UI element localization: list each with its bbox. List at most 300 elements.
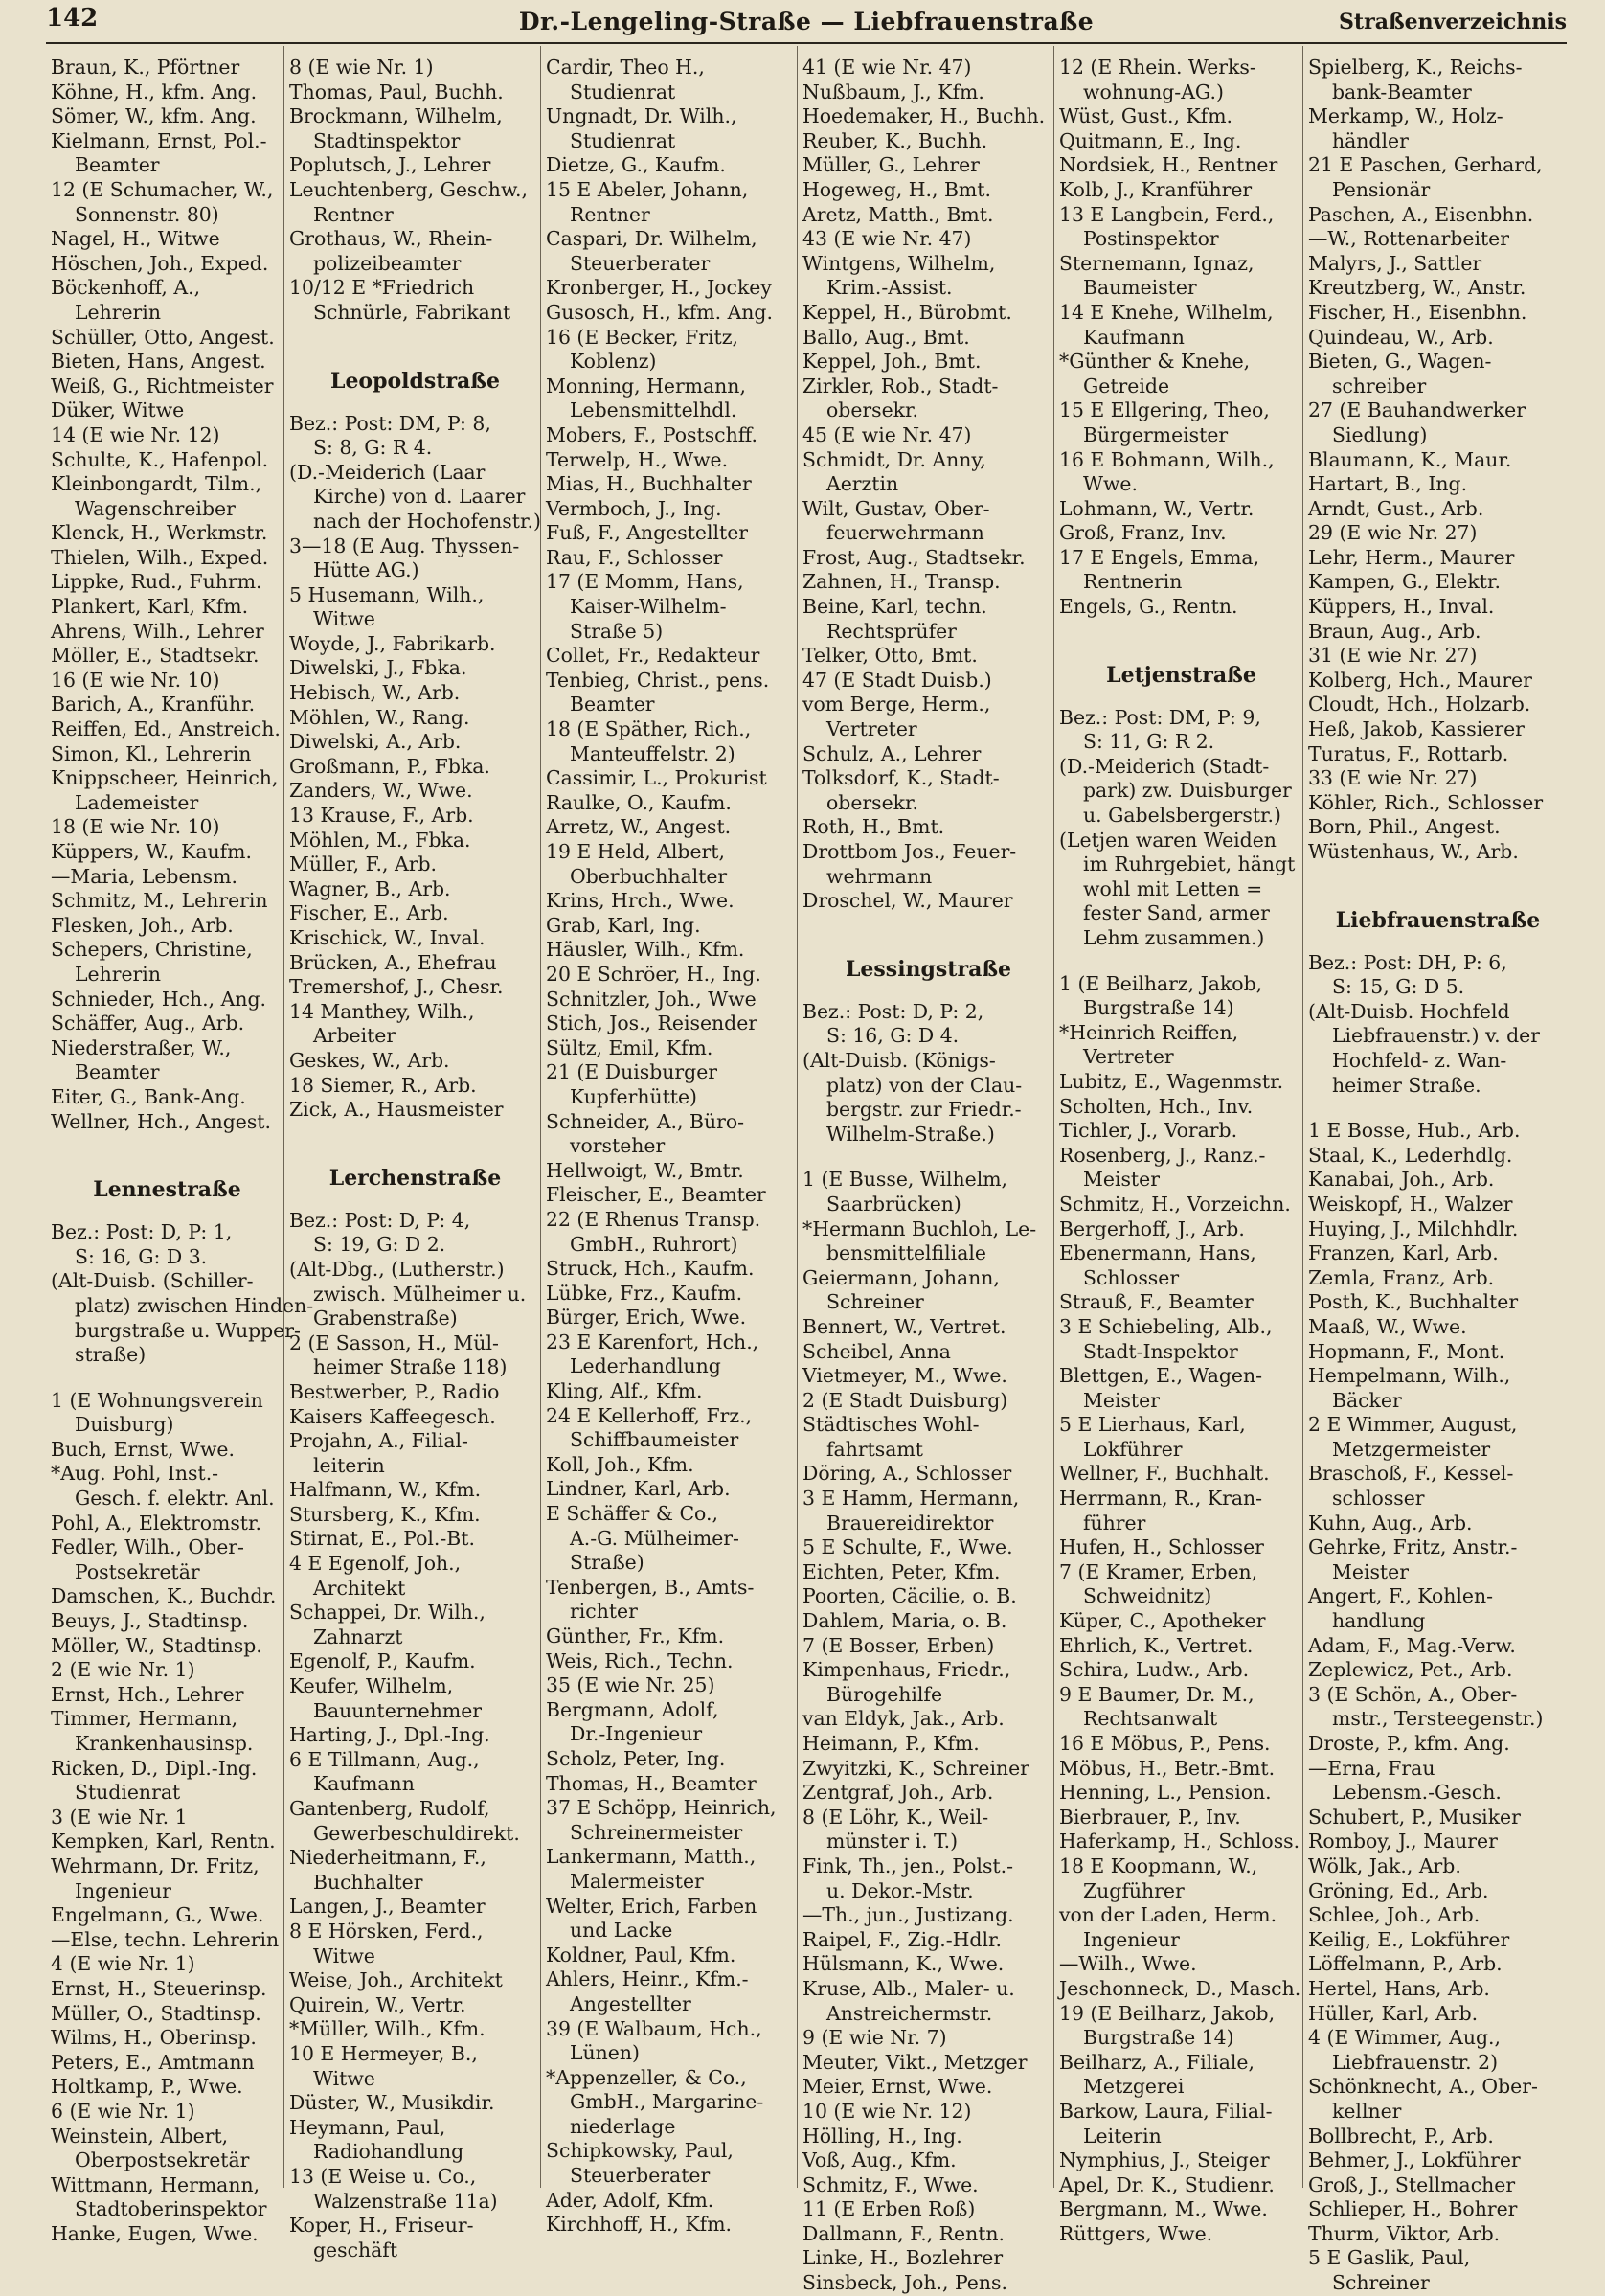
directory-entry: Weise, Joh., Architekt: [289, 1968, 503, 1992]
directory-entry: 15 E Ellgering, Theo,: [1059, 398, 1270, 422]
directory-entry: Meier, Ernst, Wwe.: [802, 2075, 993, 2099]
directory-entry: Gröning, Ed., Arb.: [1308, 1878, 1489, 1902]
directory-entry: Wilt, Gustav, Ober-: [802, 496, 990, 520]
entry-continuation: Lademeister: [75, 790, 199, 814]
directory-entry: Böckenhoff, A.,: [51, 276, 201, 300]
entry-continuation: Aerztin: [826, 472, 899, 496]
directory-entry: Beuys, J., Stadtinsp.: [51, 1609, 249, 1633]
directory-entry: 11 (E Erben Roß): [802, 2197, 976, 2221]
directory-entry: Ahlers, Heinr., Kfm.-: [546, 1967, 749, 1991]
directory-entry: Hopmann, F., Mont.: [1308, 1339, 1505, 1363]
directory-entry: Rau, F., Schlosser: [546, 545, 723, 569]
entry-continuation: u. Gabelsbergerstr.): [1083, 804, 1281, 828]
directory-entry: Zanders, W., Wwe.: [289, 779, 473, 803]
entry-continuation: Gesch. f. elektr. Anl.: [75, 1487, 275, 1511]
entry-continuation: Grabenstraße): [313, 1307, 458, 1330]
directory-entry: Woyde, J., Fabrikarb.: [289, 631, 496, 655]
entry-continuation: nach der Hochofenstr.): [313, 509, 541, 533]
directory-entry: 47 (E Stadt Duisb.): [802, 668, 992, 692]
directory-entry: Sültz, Emil, Kfm.: [546, 1035, 713, 1059]
directory-entry: Grothaus, W., Rhein-: [289, 227, 493, 251]
directory-entry: Ricken, D., Dipl.-Ing.: [51, 1756, 258, 1780]
directory-entry: 8 (E wie Nr. 1): [289, 56, 434, 79]
directory-entry: Schepers, Christine,: [51, 938, 253, 962]
directory-entry: Bez.: Post: D, P: 1,: [51, 1220, 233, 1244]
directory-entry: Haferkamp, H., Schloss.: [1059, 1830, 1300, 1853]
entry-continuation: Krim.-Assist.: [826, 276, 953, 300]
directory-entry: 12 (E Rhein. Werks-: [1059, 56, 1256, 79]
directory-entry: Kling, Alf., Kfm.: [546, 1379, 703, 1403]
directory-entry: 7 (E Bosser, Erben): [802, 1633, 995, 1657]
directory-entry: Kanabai, Joh., Arb.: [1308, 1168, 1495, 1192]
entry-continuation: Stadt-Inspektor: [1083, 1339, 1238, 1363]
directory-entry: Koper, H., Friseur-: [289, 2214, 474, 2238]
directory-entry: Fischer, H., Eisenbhn.: [1308, 300, 1527, 324]
directory-entry: Langen, J., Beamter: [289, 1895, 486, 1919]
directory-entry: Terwelp, H., Wwe.: [546, 447, 729, 471]
entry-continuation: schreiber: [1332, 374, 1427, 398]
entry-continuation: Hochfeld- z. Wan-: [1332, 1048, 1507, 1072]
directory-entry: Egenolf, P., Kaufm.: [289, 1649, 476, 1673]
house-entry: 1 (E Beilharz, Jakob,: [1059, 971, 1263, 995]
entry-continuation: Meister: [1083, 1388, 1160, 1412]
entry-continuation: Rechtsprüfer: [826, 619, 957, 643]
directory-entry: Lohmann, W., Vertr.: [1059, 496, 1255, 520]
directory-entry: Bergmann, M., Wwe.: [1059, 2197, 1268, 2221]
street-heading: Lennestraße: [93, 1177, 241, 1203]
directory-entry: Ernst, H., Steuerinsp.: [51, 1976, 267, 2000]
directory-entry: (Letjen waren Weiden: [1059, 828, 1277, 852]
directory-entry: Poorten, Cäcilie, o. B.: [802, 1584, 1017, 1608]
directory-entry: Hartart, B., Ing.: [1308, 472, 1468, 496]
directory-entry: Nymphius, J., Steiger: [1059, 2148, 1270, 2172]
directory-entry: Fischer, E., Arb.: [289, 901, 449, 925]
directory-entry: Engels, G., Rentn.: [1059, 595, 1238, 619]
directory-entry: 10/12 E *Friedrich: [289, 276, 475, 300]
directory-entry: Turatus, F., Rottarb.: [1308, 741, 1509, 765]
entry-continuation: geschäft: [313, 2238, 398, 2262]
column-1: [46, 46, 314, 2245]
directory-entry: Schappei, Dr. Wilh.,: [289, 1601, 486, 1625]
directory-entry: Hempelmann, Wilh.,: [1308, 1364, 1511, 1388]
directory-entry: Gusosch, H., kfm. Ang.: [546, 300, 773, 324]
directory-entry: Niederheitmann, F.,: [289, 1846, 486, 1870]
entry-continuation: Rechtsanwalt: [1083, 1707, 1218, 1731]
directory-entry: Löffelmann, P., Arb.: [1308, 1952, 1503, 1976]
entry-continuation: händler: [1332, 128, 1409, 152]
directory-entry: —Else, techn. Lehrerin: [51, 1927, 280, 1951]
directory-entry: Städtisches Wohl-: [802, 1413, 980, 1437]
directory-entry: Zahnen, H., Transp.: [802, 570, 1001, 594]
directory-entry: Bergmann, Adolf,: [546, 1697, 719, 1721]
directory-entry: —Wilh., Wwe.: [1059, 1952, 1197, 1976]
directory-entry: Schönknecht, A., Ober-: [1308, 2075, 1538, 2099]
directory-entry: Cloudt, Hch., Holzarb.: [1308, 693, 1531, 716]
entry-continuation: burgstraße u. Wupper-: [75, 1318, 301, 1342]
page-title: Dr.-Lengeling-Straße — Liebfrauenstraße: [518, 8, 1095, 35]
entry-continuation: Lünen): [570, 2041, 640, 2065]
directory-entry: Ehrlich, K., Vertret.: [1059, 1633, 1254, 1657]
entry-continuation: Leiterin: [1083, 2124, 1162, 2148]
directory-entry: E Schäffer & Co.,: [546, 1502, 718, 1526]
directory-entry: von der Laden, Herm.: [1059, 1903, 1277, 1927]
directory-entry: Diwelski, J., Fbka.: [289, 656, 467, 680]
directory-entry: Günther, Fr., Kfm.: [546, 1625, 725, 1648]
directory-entry: Kirchhoff, H., Kfm.: [546, 2213, 733, 2237]
directory-entry: Kolb, J., Kranführer: [1059, 177, 1253, 201]
entry-continuation: schlosser: [1332, 1487, 1425, 1511]
entry-continuation: Lebensmittelhdl.: [570, 398, 737, 422]
entry-continuation: Straße 5): [570, 619, 664, 643]
entry-continuation: Witwe: [313, 607, 375, 631]
directory-entry: Schubert, P., Musiker: [1308, 1805, 1521, 1829]
directory-entry: Engelmann, G., Wwe.: [51, 1903, 264, 1927]
directory-entry: Schmitz, H., Vorzeichn.: [1059, 1192, 1291, 1216]
directory-entry: Hanke, Eugen, Wwe.: [51, 2221, 259, 2245]
directory-entry: Kampen, G., Elektr.: [1308, 570, 1501, 594]
directory-entry: Barich, A., Kranführ.: [51, 693, 256, 716]
directory-entry: 37 E Schöpp, Heinrich,: [546, 1796, 777, 1820]
directory-entry: 12 (E Schumacher, W.,: [51, 177, 274, 201]
directory-entry: Bieten, G., Wagen-: [1308, 350, 1492, 374]
directory-entry: Krischick, W., Inval.: [289, 926, 486, 949]
directory-entry: Küppers, W., Kaufm.: [51, 840, 252, 863]
directory-entry: Franzen, Karl, Arb.: [1308, 1241, 1499, 1265]
entry-continuation: park) zw. Duisburger: [1083, 779, 1292, 803]
directory-entry: Wittmann, Hermann,: [51, 2172, 260, 2196]
directory-entry: Kuhn, Aug., Arb.: [1308, 1511, 1473, 1534]
entry-continuation: Lebensm.-Gesch.: [1332, 1781, 1502, 1805]
directory-entry: 13 E Langbein, Ferd.,: [1059, 202, 1275, 226]
directory-entry: Paschen, A., Eisenbhn.: [1308, 202, 1534, 226]
directory-entry: Caspari, Dr. Wilhelm,: [546, 227, 757, 251]
directory-entry: Thielen, Wilh., Exped.: [51, 545, 269, 569]
directory-entry: Welter, Erich, Farben: [546, 1894, 757, 1918]
directory-entry: Rosenberg, J., Ranz.-: [1059, 1143, 1266, 1167]
directory-entry: 17 E Engels, Emma,: [1059, 545, 1260, 569]
directory-entry: Bez.: Post: DM, P: 9,: [1059, 705, 1261, 729]
house-entry: 1 E Bosse, Hub., Arb.: [1308, 1119, 1521, 1143]
directory-entry: Schlee, Joh., Arb.: [1308, 1903, 1481, 1927]
directory-entry: Fink, Th., jen., Polst.-: [802, 1853, 1013, 1877]
directory-entry: Zemla, Franz, Arb.: [1308, 1265, 1495, 1289]
directory-entry: 22 (E Rhenus Transp.: [546, 1207, 761, 1231]
directory-entry: Hogeweg, H., Bmt.: [802, 177, 991, 201]
directory-entry: Tremershof, J., Chesr.: [289, 975, 504, 999]
section-title: Straßenverzeichnis: [1339, 10, 1567, 34]
directory-entry: 16 (E wie Nr. 10): [51, 668, 220, 692]
directory-entry: 4 E Egenolf, Joh.,: [289, 1552, 462, 1576]
entry-continuation: Burgstraße 14): [1083, 996, 1234, 1020]
entry-continuation: Liebfrauenstr. 2): [1332, 2050, 1499, 2074]
directory-entry: —Maria, Lebensm.: [51, 864, 237, 888]
entry-continuation: Stadtoberinspektor: [75, 2197, 267, 2221]
directory-entry: (Alt-Dbg., (Lutherstr.): [289, 1257, 505, 1281]
directory-entry: Raulke, O., Kaufm.: [546, 790, 732, 814]
entry-continuation: Zugführer: [1083, 1878, 1185, 1902]
directory-entry: *Müller, Wilh., Kfm.: [289, 2017, 486, 2041]
directory-entry: Niederstraßer, W.,: [51, 1035, 232, 1059]
directory-entry: Weiß, G., Richtmeister: [51, 374, 274, 398]
entry-continuation: Radiohandlung: [313, 2140, 464, 2164]
directory-entry: Plankert, Karl, Kfm.: [51, 595, 249, 619]
entry-continuation: Kaufmann: [313, 1772, 415, 1796]
entry-continuation: Arbeiter: [313, 1024, 396, 1048]
directory-entry: 23 E Karenfort, Hch.,: [546, 1330, 759, 1353]
entry-continuation: Bürogehilfe: [826, 1682, 943, 1706]
directory-entry: Hebisch, W., Arb.: [289, 681, 461, 705]
entry-continuation: Bürgermeister: [1083, 422, 1229, 446]
directory-entry: Romboy, J., Maurer: [1308, 1830, 1498, 1853]
directory-entry: Bieten, Hans, Angest.: [51, 350, 266, 374]
directory-entry: Bergerhoff, J., Arb.: [1059, 1216, 1245, 1240]
directory-entry: Müller, F., Arb.: [289, 852, 438, 876]
directory-entry: 33 (E wie Nr. 27): [1308, 766, 1478, 790]
directory-entry: Kronberger, H., Jockey: [546, 276, 772, 300]
directory-entry: Kleinbongardt, Tilm.,: [51, 472, 262, 496]
directory-entry: Mias, H., Buchhalter: [546, 472, 752, 496]
directory-entry: Knippscheer, Heinrich,: [51, 766, 279, 790]
directory-entry: 18 E Koopmann, W.,: [1059, 1853, 1258, 1877]
directory-entry: Bez.: Post: D, P: 4,: [289, 1208, 471, 1232]
directory-entry: Braun, K., Pförtner: [51, 56, 240, 79]
directory-entry: Harting, J., Dpl.-Ing.: [289, 1723, 490, 1747]
directory-entry: Ernst, Hch., Lehrer: [51, 1682, 244, 1706]
directory-entry: (Alt-Duisb. Hochfeld: [1308, 999, 1510, 1023]
directory-entry: Schnieder, Hch., Ang.: [51, 987, 267, 1011]
directory-entry: *Heinrich Reiffen,: [1059, 1020, 1239, 1044]
entry-continuation: Sonnenstr. 80): [75, 202, 219, 226]
directory-entry: Stirnat, E., Pol.-Bt.: [289, 1527, 475, 1551]
directory-entry: 21 E Paschen, Gerhard,: [1308, 153, 1543, 177]
directory-entry: Schulte, K., Hafenpol.: [51, 447, 269, 471]
directory-entry: Geskes, W., Arb.: [289, 1048, 450, 1072]
directory-entry: *Günther & Knehe,: [1059, 350, 1251, 374]
directory-entry: Posth, K., Buchhalter: [1308, 1290, 1519, 1314]
directory-entry: Staal, K., Lederhdlg.: [1308, 1143, 1513, 1167]
entry-continuation: Kaiser-Wilhelm-: [570, 595, 727, 619]
column-6: [1302, 46, 1568, 2295]
directory-entry: Ader, Adolf, Kfm.: [546, 2188, 714, 2212]
entry-continuation: Krankenhausinsp.: [75, 1732, 254, 1755]
directory-entry: Weis, Rich., Techn.: [546, 1648, 734, 1672]
directory-entry: 5 E Schulte, F., Wwe.: [802, 1535, 1013, 1559]
directory-entry: Kaisers Kaffeegesch.: [289, 1404, 496, 1428]
directory-entry: Tenbergen, B., Amts-: [546, 1575, 755, 1599]
directory-entry: Ballo, Aug., Bmt.: [802, 325, 970, 349]
entry-continuation: leiterin: [313, 1453, 385, 1477]
directory-entry: Ebenermann, Hans,: [1059, 1241, 1256, 1265]
entry-continuation: wohl mit Letten =: [1083, 876, 1263, 900]
directory-entry: 5 E Gaslik, Paul,: [1308, 2246, 1471, 2270]
entry-continuation: Hütte AG.): [313, 558, 419, 582]
entry-continuation: A.-G. Mülheimer-: [570, 1526, 739, 1550]
directory-entry: 14 Manthey, Wilh.,: [289, 999, 475, 1023]
entry-continuation: Duisburg): [75, 1413, 174, 1437]
directory-entry: Bez.: Post: D, P: 2,: [802, 999, 984, 1023]
directory-entry: Zirkler, Rob., Stadt-: [802, 374, 999, 398]
directory-entry: Großmann, P., Fbka.: [289, 754, 490, 778]
entry-continuation: S: 11, G: R 2.: [1083, 730, 1215, 754]
entry-continuation: Ingenieur: [75, 1878, 171, 1902]
directory-entry: Düker, Witwe: [51, 398, 185, 422]
directory-entry: Hüller, Karl, Arb.: [1308, 2001, 1479, 2025]
directory-entry: Nußbaum, J., Kfm.: [802, 80, 984, 103]
directory-entry: Zick, A., Hausmeister: [289, 1098, 504, 1122]
directory-entry: 29 (E wie Nr. 27): [1308, 521, 1478, 545]
directory-entry: Fleischer, E., Beamter: [546, 1183, 766, 1207]
directory-entry: 16 (E Becker, Fritz,: [546, 325, 738, 349]
directory-entry: Schnitzler, Joh., Wwe: [546, 987, 757, 1011]
entry-continuation: handlung: [1332, 1609, 1426, 1633]
directory-entry: Koldner, Paul, Kfm.: [546, 1943, 736, 1966]
entry-continuation: Vertreter: [1083, 1045, 1174, 1069]
directory-entry: Fedler, Wilh., Ober-: [51, 1535, 244, 1559]
entry-continuation: Koblenz): [570, 350, 657, 374]
entry-continuation: platz) von der Clau-: [826, 1073, 1023, 1097]
directory-entry: Blaumann, K., Maur.: [1308, 447, 1512, 471]
directory-entry: 8 E Hörsken, Ferd.,: [289, 1919, 484, 1943]
directory-entry: Angert, F., Kohlen-: [1308, 1584, 1494, 1608]
directory-entry: 39 (E Walbaum, Hch.,: [546, 2016, 762, 2040]
directory-entry: Hoedemaker, H., Buchh.: [802, 104, 1046, 128]
entry-continuation: Saarbrücken): [826, 1192, 961, 1216]
directory-entry: 3 E Schiebeling, Alb.,: [1059, 1314, 1273, 1338]
directory-entry: (D.-Meiderich (Laar: [289, 460, 486, 484]
directory-entry: Schlieper, H., Bohrer: [1308, 2197, 1518, 2221]
directory-entry: 16 E Bohmann, Wilh.,: [1059, 447, 1275, 471]
directory-entry: Hufen, H., Schlosser: [1059, 1535, 1264, 1559]
directory-entry: 3 (E wie Nr. 1: [51, 1805, 188, 1829]
entry-continuation: wehrmann: [826, 864, 933, 888]
entry-continuation: Schlosser: [1083, 1265, 1180, 1289]
directory-entry: 41 (E wie Nr. 47): [802, 56, 972, 79]
entry-continuation: Beamter: [75, 1060, 160, 1084]
directory-entry: Höschen, Joh., Exped.: [51, 251, 269, 275]
directory-entry: Reuber, K., Buchh.: [802, 128, 988, 152]
directory-entry: Telker, Otto, Bmt.: [802, 644, 978, 668]
directory-entry: Schäffer, Aug., Arb.: [51, 1012, 245, 1035]
entry-continuation: obersekr.: [826, 398, 919, 422]
directory-entry: 7 (E Kramer, Erben,: [1059, 1559, 1258, 1583]
entry-continuation: Beamter: [570, 693, 655, 716]
directory-entry: Wüst, Gust., Kfm.: [1059, 104, 1233, 128]
directory-entry: Klenck, H., Werkmstr.: [51, 521, 268, 545]
directory-entry: Groß, J., Stellmacher: [1308, 2172, 1516, 2196]
directory-entry: Lubitz, E., Wagenmstr.: [1059, 1069, 1284, 1093]
directory-entry: 13 (E Weise u. Co.,: [289, 2164, 477, 2188]
directory-entry: 9 (E wie Nr. 7): [802, 2026, 947, 2050]
entry-continuation: polizeibeamter: [313, 251, 462, 275]
directory-entry: Peters, E., Amtmann: [51, 2050, 255, 2074]
directory-entry: Wüstenhaus, W., Arb.: [1308, 840, 1519, 863]
entry-continuation: Postsekretär: [75, 1559, 200, 1583]
directory-entry: 4 (E Wimmer, Aug.,: [1308, 2026, 1501, 2050]
entry-continuation: wohnung-AG.): [1083, 80, 1224, 103]
directory-entry: Barkow, Laura, Filial-: [1059, 2099, 1273, 2123]
directory-entry: Möller, E., Stadtsekr.: [51, 644, 260, 668]
directory-entry: Scholten, Hch., Inv.: [1059, 1094, 1254, 1118]
entry-continuation: Lokführer: [1083, 1437, 1183, 1461]
directory-entry: Hölling, H., Ing.: [802, 2124, 962, 2148]
directory-entry: Cardir, Theo H.,: [546, 56, 705, 79]
entry-continuation: Straße): [570, 1551, 644, 1575]
entry-continuation: Brauereidirektor: [826, 1511, 994, 1534]
directory-entry: Thomas, Paul, Buchh.: [289, 80, 504, 103]
entry-continuation: Studienrat: [570, 80, 676, 103]
directory-entry: Lindner, Karl, Arb.: [546, 1477, 731, 1501]
directory-entry: Hülsmann, K., Wwe.: [802, 1952, 1005, 1976]
directory-entry: 14 (E wie Nr. 12): [51, 422, 220, 446]
entry-continuation: fahrtsamt: [826, 1437, 923, 1461]
directory-entry: 3—18 (E Aug. Thyssen-: [289, 534, 520, 557]
entry-continuation: Lederhandlung: [570, 1354, 721, 1378]
directory-entry: Lehr, Herm., Maurer: [1308, 545, 1515, 569]
entry-continuation: Meister: [1083, 1168, 1160, 1192]
directory-entry: Geiermann, Johann,: [802, 1265, 1000, 1289]
directory-entry: Wintgens, Wilhelm,: [802, 251, 996, 275]
directory-entry: Fuß, F., Angestellter: [546, 521, 749, 545]
directory-entry: Thomas, H., Beamter: [546, 1771, 757, 1795]
directory-entry: Roth, H., Bmt.: [802, 815, 945, 839]
directory-entry: Sinsbeck, Joh., Pens.: [802, 2271, 1007, 2295]
house-entry: 1 (E Busse, Wilhelm,: [802, 1168, 1008, 1192]
directory-entry: Droschel, W., Maurer: [802, 889, 1013, 913]
entry-continuation: fester Sand, armer: [1083, 901, 1270, 925]
directory-entry: Braschoß, F., Kessel-: [1308, 1462, 1514, 1486]
directory-entry: Wagner, B., Arb.: [289, 876, 451, 900]
directory-entry: Kolberg, Hch., Maurer: [1308, 668, 1532, 692]
directory-entry: Eiter, G., Bank-Ang.: [51, 1084, 246, 1108]
entry-continuation: Architekt: [313, 1576, 406, 1600]
house-entry: 1 (E Wohnungsverein: [51, 1388, 263, 1412]
directory-entry: 9 E Baumer, Dr. M.,: [1059, 1682, 1255, 1706]
entry-continuation: S: 16, G: D 4.: [826, 1024, 960, 1048]
directory-entry: 16 E Möbus, P., Pens.: [1059, 1732, 1271, 1755]
entry-continuation: GmbH., Ruhrort): [570, 1232, 738, 1256]
directory-entry: Wellner, Hch., Angest.: [51, 1109, 271, 1133]
directory-entry: Schulz, A., Lehrer: [802, 741, 982, 765]
directory-entry: Henning, L., Pension.: [1059, 1781, 1272, 1805]
directory-entry: Born, Phil., Angest.: [1308, 815, 1501, 839]
directory-entry: Schneider, A., Büro-: [546, 1109, 745, 1133]
directory-entry: van Eldyk, Jak., Arb.: [802, 1707, 1005, 1731]
directory-entry: 2 (E wie Nr. 1): [51, 1658, 195, 1682]
directory-entry: 10 E Hermeyer, B.,: [289, 2041, 478, 2065]
entry-continuation: Schreiner: [826, 1290, 924, 1314]
entry-continuation: Anstreichermstr.: [826, 2001, 993, 2025]
directory-entry: Adam, F., Mag.-Verw.: [1308, 1633, 1516, 1657]
entry-continuation: Malermeister: [570, 1869, 704, 1893]
directory-entry: Buch, Ernst, Wwe.: [51, 1437, 235, 1461]
entry-continuation: Schreinermeister: [570, 1820, 743, 1844]
directory-entry: Düster, W., Musikdir.: [289, 2091, 495, 2115]
directory-entry: Beine, Karl, techn.: [802, 595, 987, 619]
entry-continuation: bergstr. zur Friedr.-: [826, 1098, 1022, 1122]
directory-entry: Bez.: Post: DM, P: 8,: [289, 411, 491, 435]
entry-continuation: S: 8, G: R 4.: [313, 436, 433, 460]
directory-entry: Blettgen, E., Wagen-: [1059, 1364, 1262, 1388]
directory-entry: Raipel, F., Zig.-Hdlr.: [802, 1927, 1002, 1951]
directory-entry: 14 E Knehe, Wilhelm,: [1059, 300, 1274, 324]
directory-entry: 2 E Wimmer, August,: [1308, 1413, 1518, 1437]
directory-entry: Aretz, Matth., Bmt.: [802, 202, 994, 226]
directory-entry: Wehrmann, Dr. Fritz,: [51, 1853, 260, 1877]
directory-entry: Möbus, H., Betr.-Bmt.: [1059, 1756, 1276, 1780]
directory-entry: Möhlen, M., Fbka.: [289, 828, 471, 852]
directory-entry: Grab, Karl, Ing.: [546, 913, 701, 937]
entry-continuation: Schiffbaumeister: [570, 1428, 739, 1452]
